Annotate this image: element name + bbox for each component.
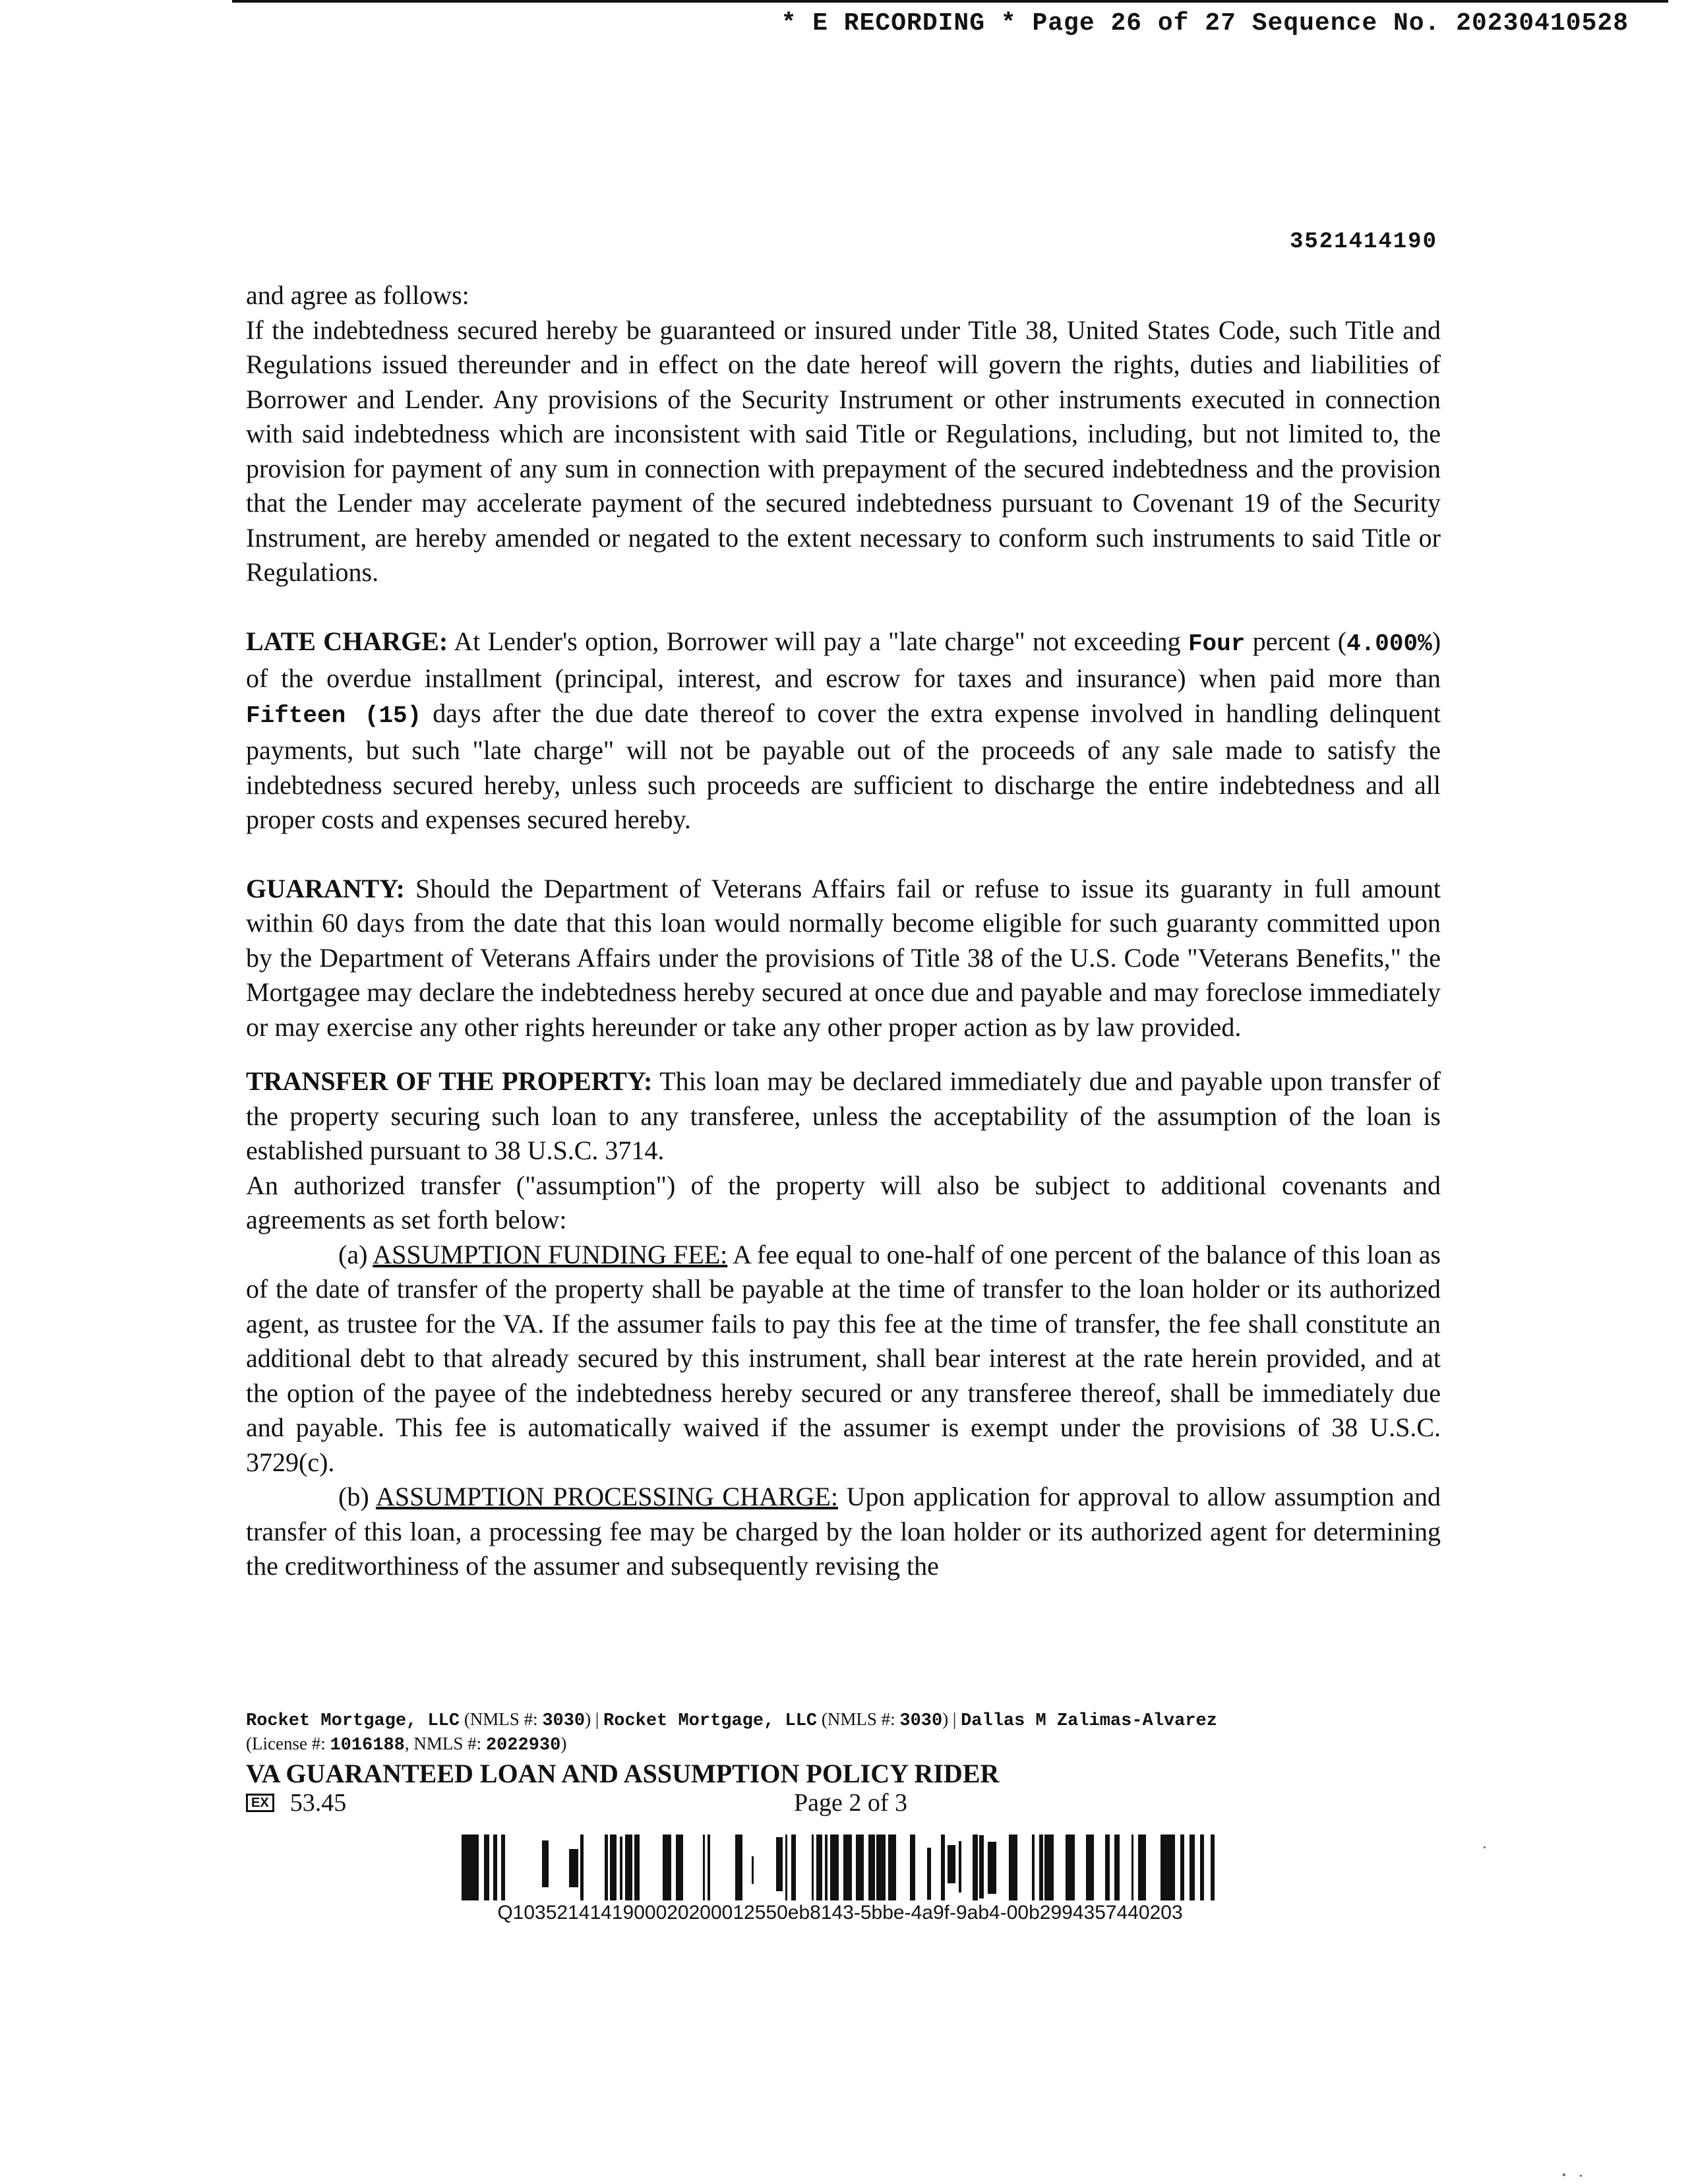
barcode-bar — [610, 1835, 617, 1900]
late-charge-percent-words: Four — [1188, 630, 1246, 657]
barcode-bar — [752, 1856, 754, 1884]
barcode-bar — [1211, 1835, 1215, 1900]
barcode-bar — [1086, 1835, 1094, 1900]
barcode-image — [462, 1835, 1219, 1900]
barcode-bar — [676, 1835, 683, 1900]
barcode-bar — [620, 1836, 622, 1900]
barcode-bar — [816, 1835, 822, 1900]
barcode-bar — [988, 1842, 996, 1894]
barcode-bar — [1180, 1835, 1184, 1900]
license-label: (License #: — [246, 1734, 330, 1753]
nmls-label: (NMLS #: — [460, 1709, 543, 1729]
barcode-bar — [493, 1835, 497, 1900]
nmls-number: 3030 — [899, 1711, 943, 1731]
barcode-bar — [625, 1835, 632, 1900]
barcode-bar — [1044, 1835, 1054, 1900]
form-number — [246, 1788, 346, 1817]
nmls-label: (NMLS #: — [817, 1709, 900, 1729]
barcode-bar — [1105, 1835, 1110, 1900]
assumption-funding-fee-paragraph — [246, 1238, 1441, 1480]
transfer-paragraph — [246, 1064, 1441, 1168]
barcode-bar — [1131, 1835, 1133, 1900]
item-a-text: A fee equal to one-half of one percent of the balance of this loan as of the date of transfer of the property shall be payable at the time of transfer to the loan holder or its authorized agent, as trustee for the VA. If the assumer fails to pay this fee at the time of transfer, the fee shall constitute an additional debt to that already secured by this instrument, shall bear interest at the rate herein provided, and at the option of the payee of the indebtedness hereby secured or any transferee thereof, shall be immediately due and payable. This fee is automatically waived if the assumer is exempt under the provisions of 38 U.S.C. 3729(c). — [246, 1239, 1441, 1477]
lender-name: Rocket Mortgage, LLC — [246, 1711, 460, 1731]
barcode-bar — [941, 1835, 945, 1900]
item-a-prefix: (a) — [338, 1239, 373, 1269]
barcode-bar — [605, 1835, 608, 1900]
barcode-bar — [501, 1835, 505, 1900]
barcode-bar — [634, 1835, 640, 1900]
late-charge-percent: 4.000% — [1346, 630, 1432, 657]
separator: ) | — [942, 1709, 961, 1729]
top-rule — [232, 0, 1668, 3]
barcode-bar — [663, 1835, 671, 1900]
barcode-bar — [812, 1835, 814, 1900]
barcode-bar — [927, 1848, 931, 1900]
nmls-label: , NMLS #: — [404, 1734, 486, 1753]
barcode-bar — [735, 1835, 742, 1900]
item-b-prefix: (b) — [338, 1482, 377, 1511]
recording-header: * E RECORDING * Page 26 of 27 Sequence No. 20230410528 — [781, 9, 1629, 38]
barcode-bar — [973, 1835, 978, 1900]
barcode-bar — [910, 1835, 915, 1900]
loan-originator: Dallas M Zalimas-Alvarez — [961, 1711, 1217, 1731]
barcode-bar — [785, 1835, 787, 1900]
barcode-bar — [979, 1835, 984, 1898]
document-body — [246, 278, 1441, 1584]
barcode-bar — [1160, 1835, 1175, 1900]
loan-number: 3521414190 — [1289, 229, 1437, 255]
page-indicator: Page 2 of 3 — [793, 1789, 908, 1817]
barcode-bar — [580, 1835, 584, 1900]
guaranty-heading: GUARANTY: — [246, 873, 405, 903]
scan-speck — [1580, 2175, 1582, 2177]
barcode-bar — [888, 1835, 896, 1900]
scan-speck — [1484, 1846, 1486, 1848]
nmls-number: 2022930 — [485, 1736, 561, 1755]
barcode-bar — [569, 1849, 578, 1887]
barcode-bar — [703, 1835, 705, 1900]
title38-paragraph: If the indebtedness secured hereby be guaranteed or insured under Title 38, United States Code, such Title and Regulations issued thereunder and in effect on the date hereof will govern the rights, duties and liabilities of Borrower and Lender. Any provisions of the Security Instrument or other instruments executed in connection with said indebtedness which are inconsistent with said Title or Regulations, including, but not limited to, the provision for payment of any sum in connection with prepayment of the secured indebtedness and the provision that the Lender may accelerate payment of the secured indebtedness pursuant to Covenant 19 of the Security Instrument, are hereby amended or negated to the extent necessary to conform such instruments to said Title or Regulations. — [246, 315, 1441, 587]
barcode-bar — [830, 1835, 839, 1900]
late-charge-paragraph — [246, 624, 1441, 837]
late-charge-text: At Lender's option, Borrower will pay a "late charge" not exceeding — [448, 626, 1188, 656]
barcode-bar — [1200, 1835, 1204, 1900]
barcode-bar — [868, 1835, 875, 1900]
assumption-processing-charge-paragraph — [246, 1480, 1441, 1584]
form-title: VA GUARANTEED LOAN AND ASSUMPTION POLICY RIDER — [246, 1759, 1000, 1788]
authorized-transfer-paragraph: An authorized transfer ("assumption") of the property will also be subject to additional covenants and agreements as set forth below: — [246, 1170, 1441, 1234]
transfer-heading: TRANSFER OF THE PROPERTY: — [246, 1066, 653, 1096]
close-paren: ) — [560, 1734, 567, 1753]
barcode-bar — [1138, 1835, 1146, 1900]
nmls-number: 3030 — [542, 1711, 586, 1731]
barcode-bar — [959, 1841, 961, 1893]
barcode-bar — [825, 1835, 828, 1900]
barcode-bar — [1066, 1835, 1075, 1900]
intro-line: and agree as follows: — [246, 280, 469, 310]
assumption-processing-charge-title: ASSUMPTION PROCESSING CHARGE: — [376, 1482, 838, 1511]
form-number-value: 53.45 — [289, 1789, 347, 1817]
transfer-text: This loan may be declared immediately due and payable upon transfer of the property securing such loan to any transferee, unless the acceptability of the assumption of the loan is established pursuant to 38 U.S.C. 3714. — [246, 1066, 1441, 1165]
barcode-bar — [843, 1835, 852, 1900]
late-charge-days: Fifteen (15) — [246, 702, 422, 729]
barcode-bar — [1114, 1835, 1120, 1900]
barcode-bar — [1190, 1835, 1195, 1900]
late-charge-text: percent ( — [1245, 626, 1347, 656]
barcode-bar — [948, 1845, 955, 1883]
guaranty-text: Should the Department of Veterans Affairs fail or refuse to issue its guaranty in full amount within 60 days from the date that this loan would normally become eligible for such guaranty committed upon by the Department of Veterans Affairs under the provisions of Title 38 of the U.S. Code "Veterans Benefits," the Mortgagee may declare the indebtedness hereby secured at once due and payable and may foreclose immediately or may exercise any other rights hereunder or take any other proper action as by law provided. — [246, 873, 1441, 1042]
late-charge-text: ) of the overdue installment (principal, interest, and escrow for taxes and insurance) when paid more than — [246, 626, 1441, 693]
nmls-footer — [246, 1708, 1441, 1757]
late-charge-text: days after the due date thereof to cover the extra expense involved in handling delinquent payments, but such "late charge" will not be payable out of the proceeds of any sale made to satisfy the indebtedness secured hereby, unless such proceeds are sufficient to discharge the entire indebtedness and all proper costs and expenses secured hereby. — [246, 698, 1441, 834]
barcode-bar — [542, 1840, 549, 1887]
barcode-bar — [1009, 1835, 1017, 1900]
barcode-bar — [776, 1837, 783, 1891]
license-number: 1016188 — [330, 1736, 405, 1755]
item-b-text: Upon application for approval to allow assumption and transfer of this loan, a processing fee may be charged by the loan holder or its authorized agent for determining the creditworthiness of the assumer and subsequently revising the — [246, 1482, 1441, 1581]
barcode-bar — [1039, 1835, 1043, 1900]
barcode-bar — [462, 1835, 479, 1900]
separator: ) | — [585, 1709, 604, 1729]
barcode-text: Q1035214141900020200012550eb8143-5bbe-4a9f-9ab4-00b2994357440203 — [497, 1902, 1183, 1924]
barcode-bar — [791, 1835, 796, 1900]
ex-badge-icon: EX — [246, 1794, 274, 1812]
barcode-bar — [876, 1835, 886, 1900]
guaranty-paragraph — [246, 872, 1441, 1045]
lender-name: Rocket Mortgage, LLC — [603, 1711, 818, 1731]
barcode-bar — [708, 1835, 710, 1900]
barcode-bar — [484, 1835, 489, 1900]
assumption-funding-fee-title: ASSUMPTION FUNDING FEE: — [373, 1239, 728, 1269]
barcode-bar — [856, 1835, 864, 1900]
late-charge-heading: LATE CHARGE: — [246, 626, 448, 656]
scan-speck — [1563, 2173, 1565, 2176]
barcode-bar — [1032, 1835, 1035, 1900]
